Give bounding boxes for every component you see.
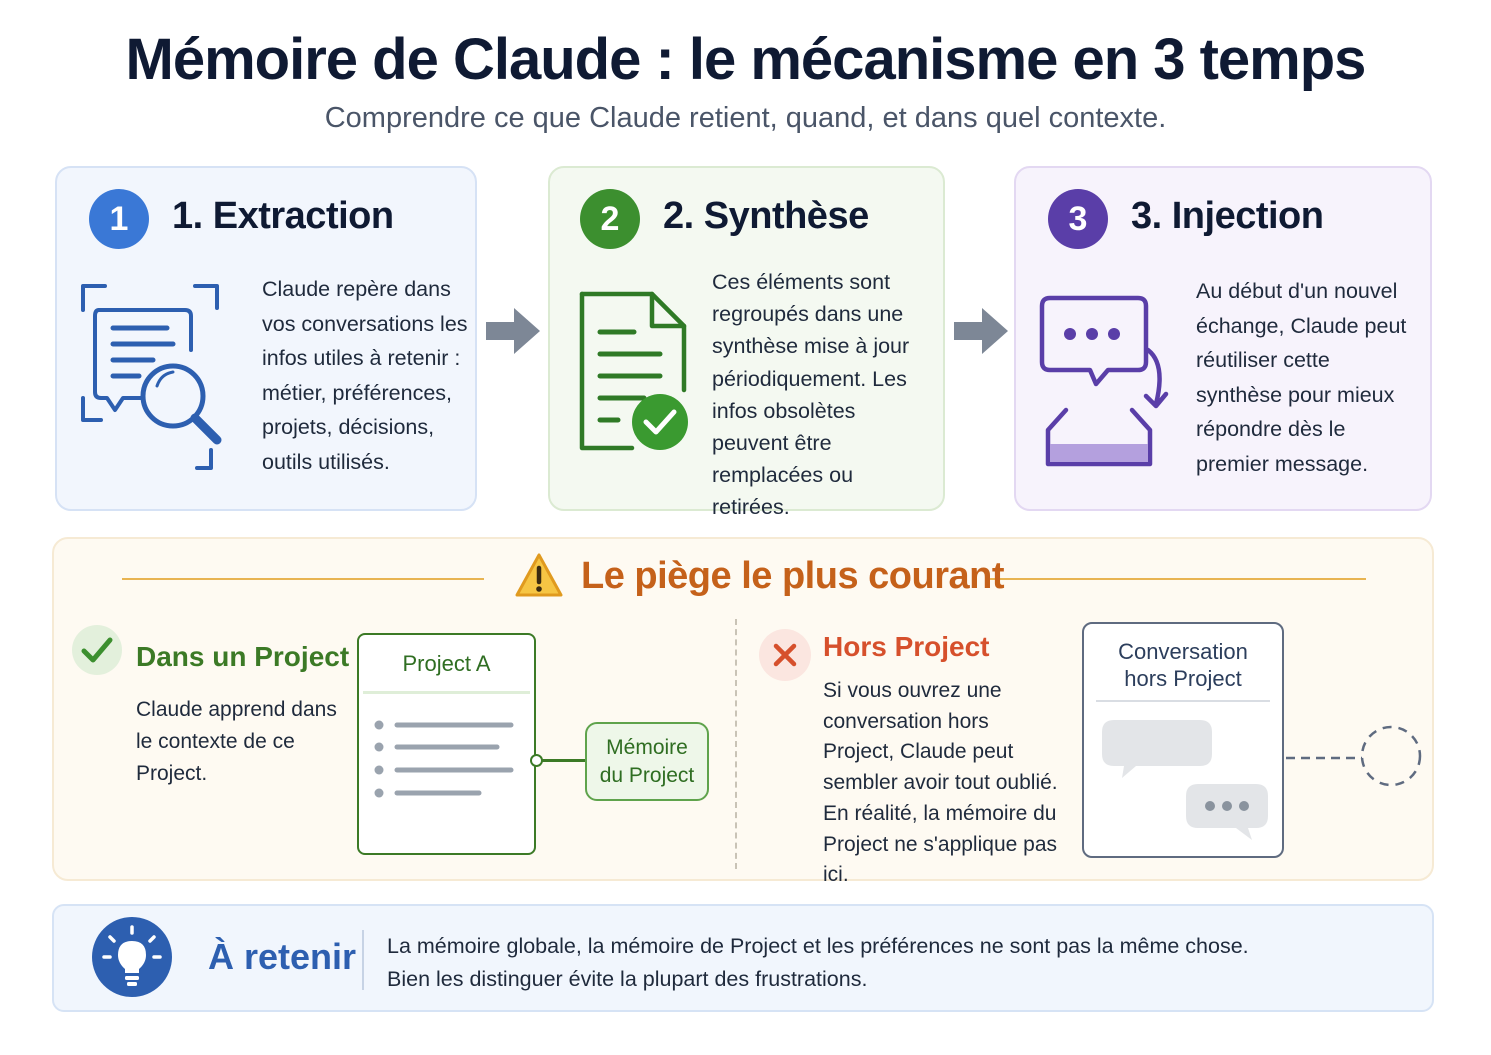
arrow-right-icon bbox=[484, 306, 542, 356]
retain-title: À retenir bbox=[208, 936, 357, 977]
conversation-label-line: Conversation bbox=[1118, 639, 1248, 664]
document-check-icon bbox=[574, 288, 694, 458]
step-number-badge: 1 bbox=[89, 189, 149, 249]
step-title: 3. Injection bbox=[1131, 195, 1324, 237]
retain-separator bbox=[362, 930, 364, 990]
step-injection-card bbox=[1014, 166, 1432, 511]
chat-inject-icon bbox=[1038, 292, 1198, 472]
inside-project-text: Claude apprend dans le contexte de ce Project. bbox=[136, 698, 337, 785]
check-icon bbox=[72, 625, 122, 675]
divider-line bbox=[990, 578, 1366, 580]
project-a-label: Project A bbox=[402, 651, 491, 676]
chat-bubbles-icon bbox=[1100, 716, 1270, 851]
outside-project-title: Hors Project bbox=[823, 631, 990, 662]
document-search-icon bbox=[77, 280, 232, 475]
outside-conversation-card bbox=[1082, 622, 1284, 858]
lightbulb-icon bbox=[92, 917, 172, 997]
section-divider bbox=[735, 619, 737, 869]
outside-project-text: Si vous ouvrez une conversation hors Project, Claude peut sembler avoir tout oublié. En réalité, la mémoire du Project ne s'applique pas ici. bbox=[823, 679, 1058, 887]
step-number-badge: 2 bbox=[580, 189, 640, 249]
step-number-badge: 3 bbox=[1048, 189, 1108, 249]
conversation-label bbox=[1084, 638, 1282, 692]
inside-project-title: Dans un Project bbox=[136, 641, 350, 672]
step-description: Ces éléments sont regroupés dans une synthèse mise à jour périodiquement. Les infos obsolètes peuvent être remplacées ou retirées. bbox=[712, 270, 910, 520]
warning-icon bbox=[514, 551, 564, 599]
project-memory-box bbox=[585, 722, 709, 801]
step-synthese-card bbox=[548, 166, 945, 520]
project-a-card bbox=[357, 633, 536, 855]
step-title: 1. Extraction bbox=[172, 195, 394, 237]
project-memory-label: du Project bbox=[599, 764, 695, 787]
arrow-right-icon bbox=[952, 306, 1010, 356]
step-description: Au début d'un nouvel échange, Claude peut réutiliser cette synthèse pour mieux répondre dès le premier message. bbox=[1196, 279, 1407, 476]
trap-panel bbox=[52, 537, 1434, 887]
connector-node bbox=[530, 754, 543, 767]
step-extraction-card bbox=[55, 166, 477, 511]
connector-line bbox=[536, 759, 586, 762]
step-description: Claude repère dans vos conversations les infos utiles à retenir : métier, préférences, projets, décisions, outils utilisés. bbox=[262, 277, 468, 474]
retain-line: La mémoire globale, la mémoire de Project et les préférences ne sont pas la même chose. bbox=[387, 934, 1249, 958]
retain-text bbox=[387, 930, 1249, 996]
card-separator bbox=[1096, 700, 1270, 702]
conversation-label-line: hors Project bbox=[1124, 666, 1242, 691]
trap-title: Le piège le plus courant bbox=[581, 555, 1004, 597]
project-memory-label: Mémoire bbox=[606, 736, 688, 759]
step-title: 2. Synthèse bbox=[663, 195, 869, 237]
cross-icon bbox=[759, 629, 811, 681]
divider-line bbox=[122, 578, 484, 580]
missing-memory-icon bbox=[1284, 721, 1424, 791]
retain-panel bbox=[52, 904, 1434, 1012]
page-title: Mémoire de Claude : le mécanisme en 3 temps bbox=[125, 27, 1366, 92]
page-subtitle: Comprendre ce que Claude retient, quand, et dans quel contexte. bbox=[324, 102, 1167, 134]
retain-line: Bien les distinguer évite la plupart des frustrations. bbox=[387, 967, 868, 991]
list-lines-icon bbox=[371, 717, 521, 807]
card-separator bbox=[363, 691, 530, 694]
